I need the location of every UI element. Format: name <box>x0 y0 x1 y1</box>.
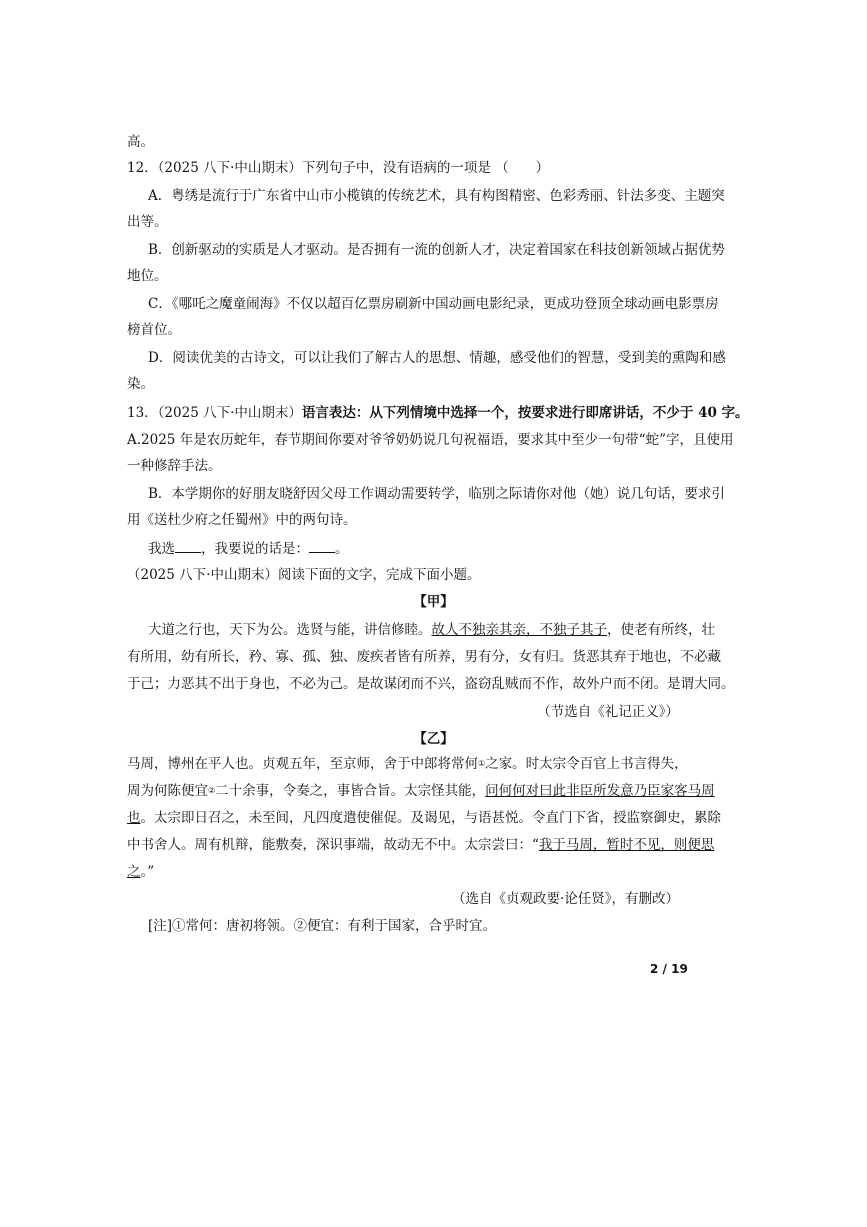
option-a-line1: A．粤绣是流行于广东省中山市小榄镇的传统艺术，具有构图精密、色彩秀丽、针法多变、主题突 <box>148 188 725 204</box>
annotation-note: [注]①常何：唐初将领。②便宜：有利于国家，合乎时宜。 <box>148 918 497 934</box>
passage-jia-line2: 有所用，幼有所长，矜、寡、孤、独、废疾者皆有所养，男有分，女有归。货恶其弃于地也，不必藏 <box>127 649 721 665</box>
passage-jia-line3: 于己；力恶其不出于身也，不必为己。是故谋闭而不兴，盗窃乱贼而不作，故外户而不闭。是谓大同。 <box>127 676 735 692</box>
question-13-instruction: 语言表达：从下列情境中选择一个，按要求进行即席讲话，不少于 40 字。 <box>301 405 749 421</box>
passage-jia-source: （节选自《礼记正义》） <box>537 704 679 720</box>
passage-yi-line1 <box>127 755 688 773</box>
passage-yi-title: 【乙】 <box>413 731 454 747</box>
option-c-line1: C．《哪吒之魔童闹海》不仅以超百亿票房刷新中国动画电影纪录，更成功登顶全球动画电影票房 <box>148 296 719 312</box>
answer-end: 。 <box>335 541 349 557</box>
yi-text: 之家。时太宗令百官上书言得失， <box>485 756 688 772</box>
yi-text: 二十余事，令奏之，事皆合旨。太宗怪其能， <box>215 783 486 799</box>
option-c-line2: 榜首位。 <box>127 322 181 338</box>
passage-yi-source: （选自《贞观政要·论任贤》，有删改） <box>451 891 679 907</box>
answer-middle: ，我要说的话是： <box>201 541 309 557</box>
page-number: 2 / 19 <box>650 962 688 976</box>
yi-text: 中书舍人。周有机辩，能敷奏，深识事端，故动无不中。太宗尝曰：“ <box>127 837 539 853</box>
option-b-line1: B．创新驱动的实质是人才驱动。是否拥有一流的创新人才，决定着国家在科技创新领域占据优势 <box>148 242 725 258</box>
option-a-line2: 出等。 <box>127 214 168 230</box>
yi-text: 周为何陈便宜 <box>127 783 208 799</box>
passage-yi-line5 <box>127 863 154 881</box>
text-line: 高。 <box>127 134 154 150</box>
passage-jia-line1 <box>148 621 715 639</box>
answer-prefix: 我选 <box>148 541 175 557</box>
reading-intro: （2025 八下·中山期末）阅读下面的文字，完成下面小题。 <box>127 567 481 583</box>
question-13-stem <box>127 404 749 422</box>
passage-yi-line2 <box>127 782 715 800</box>
question-13-number: 13．（2025 八下·中山期末） <box>127 405 302 421</box>
yi-underlined-sentence: 也 <box>127 810 141 826</box>
answer-blank-speech[interactable] <box>309 539 335 553</box>
jia-text: 大道之行也，天下为公。选贤与能，讲信修睦。 <box>148 622 432 638</box>
footnote-marker-2: ② <box>208 786 216 795</box>
q13-option-b-line2: 用《送杜少府之任蜀州》中的两句诗。 <box>127 512 357 528</box>
q13-option-b-line1: B．本学期你的好朋友晓舒因父母工作调动需要转学，临别之际请你对他（她）说几句话，要求引 <box>148 486 725 502</box>
yi-underlined-quote: 我于马周，暂时不见，则便思 <box>538 837 715 853</box>
answer-blank-choice[interactable] <box>175 539 201 553</box>
q13-answer-line <box>148 539 349 558</box>
question-12-stem: 12．（2025 八下·中山期末）下列句子中，没有语病的一项是 （ ） <box>127 160 550 176</box>
option-d-line1: D．阅读优美的古诗文，可以让我们了解古人的思想、情趣，感受他们的智慧，受到美的熏陶和感 <box>148 350 726 366</box>
yi-underlined-sentence: 问何何对曰此非臣所发意乃臣家客马周 <box>485 783 715 799</box>
yi-text: 马周，博州在平人也。贞观五年，至京师，舍于中郎将常何 <box>127 756 478 772</box>
passage-yi-line4 <box>127 836 714 854</box>
yi-underlined-quote: 之 <box>127 864 141 880</box>
jia-text: ，使老有所终，壮 <box>607 622 715 638</box>
option-b-line2: 地位。 <box>127 268 168 284</box>
jia-underlined-sentence: 故人不独亲其亲，不独子其子 <box>431 622 607 638</box>
option-d-line2: 染。 <box>127 376 154 392</box>
q13-option-a-line1: A.2025 年是农历蛇年，春节期间你要对爷爷奶奶说几句祝福语，要求其中至少一句带“蛇”字，且使用 <box>127 432 734 448</box>
yi-text: 。” <box>140 864 155 880</box>
passage-yi-line3 <box>127 809 721 827</box>
passage-jia-title: 【甲】 <box>413 594 454 610</box>
q13-option-a-line2: 一种修辞手法。 <box>127 458 222 474</box>
footnote-marker-1: ① <box>478 759 486 768</box>
yi-text: 。太宗即日召之，未至间，凡四度遣使催促。及谒见，与语甚悦。令直门下省，授监察御史，累除 <box>140 810 721 826</box>
